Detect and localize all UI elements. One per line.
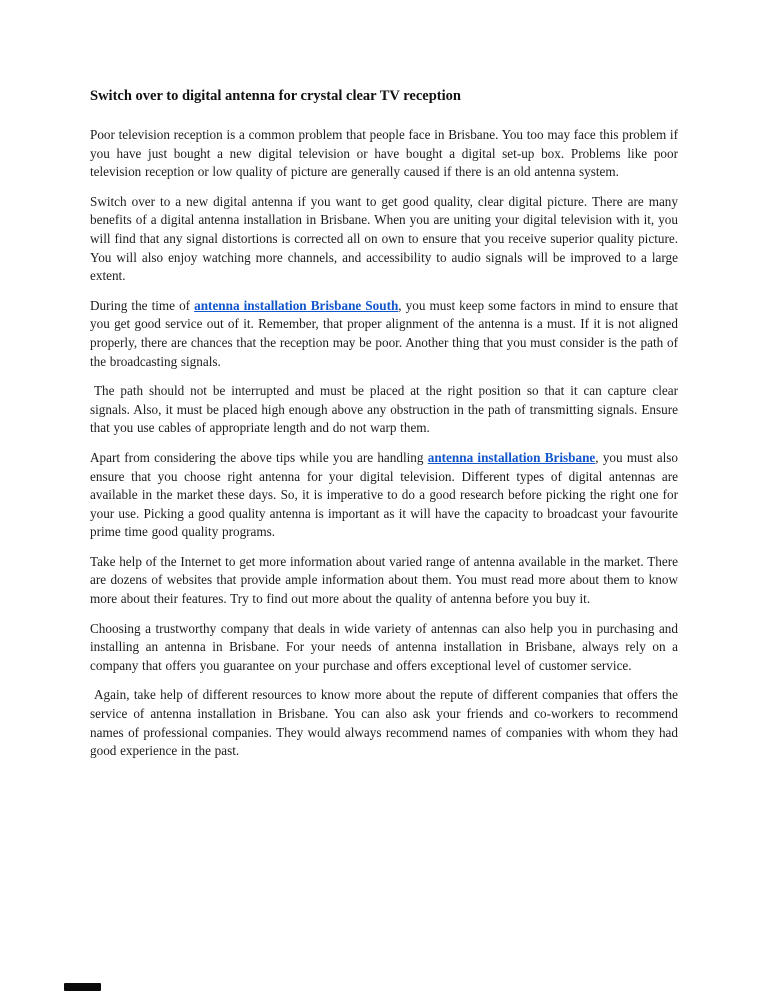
paragraph-text: Poor television reception is a common problem that people face in Brisbane. You too may face this problem if you have just bought a new digital television or have bought a digital set-up box. Problems like poor television reception or low quality of picture are generally caused if there is an old antenna system. (90, 127, 678, 180)
document-title: Switch over to digital antenna for crystal clear TV reception (90, 88, 461, 104)
paragraph-text: Choosing a trustworthy company that deals in wide variety of antennas can also help you in purchasing and installing an antenna in Brisbane. For your needs of antenna installation in Brisbane, always rely on a company that offers you guarantee on your purchase and offers exceptional level of customer service. (90, 620, 678, 673)
paragraph-7 (90, 620, 678, 676)
paragraph-3 (90, 297, 678, 371)
link-antenna-installation-brisbane[interactable]: antenna installation Brisbane (427, 449, 596, 465)
paragraph-text: Again, take help of different resources to know more about the repute of different companies that offers the service of antenna installation in Brisbane. You can also ask your friends and co-workers to recommend names of professional companies. They would always recommend names of companies with whom they had good experience in the past. (90, 687, 678, 759)
progress-bar-fragment (64, 983, 101, 991)
paragraph-8 (90, 686, 678, 760)
paragraph-text: During the time of (90, 297, 195, 313)
paragraph-text: , you must also ensure that you choose right antenna for your digital television. Different types of digital antennas are available in the market these days. So, it is imperative to do a good research before picking the right one for your use. Picking a good quality antenna is important as it will have the capacity to broadcast your favourite prime time good quality programs. (90, 449, 678, 540)
paragraph-text: Switch over to a new digital antenna if you want to get good quality, clear digital picture. There are many benefits of a digital antenna installation in Brisbane. When you are uniting your digital television with it, you will find that any signal distortions is corrected all on own to ensure that you receive superior quality picture. You will also enjoy watching more channels, and accessibility to audio signals will be improved to a large extent. (90, 193, 678, 284)
paragraph-text: Take help of the Internet to get more information about varied range of antenna available in the market. There are dozens of websites that provide ample information about them. You must read more about them to know more about their features. Try to find out more about the quality of antenna before you buy it. (90, 553, 678, 607)
paragraph-5 (90, 449, 678, 542)
paragraph-text: Apart from considering the above tips while you are handling (90, 449, 428, 465)
paragraph-6 (90, 553, 678, 609)
paragraph-2 (90, 193, 678, 286)
paragraph-text: , you must keep some factors in mind to ensure that you get good service out of it. Remember, that proper alignment of the antenna is a must. If it is not aligned properly, there are chances that the reception may be poor. Another thing that you must consider is the path of the broadcasting signals. (90, 297, 678, 369)
link-antenna-installation-brisbane-south[interactable]: antenna installation Brisbane South (194, 297, 399, 313)
paragraph-4 (90, 382, 678, 438)
paragraph-text: The path should not be interrupted and must be placed at the right position so that it can capture clear signals. Also, it must be placed high enough above any obstruction in the path of transmitting signals. Ensure that you use cables of appropriate length and do not warp them. (90, 383, 678, 436)
paragraph-1 (90, 126, 678, 182)
